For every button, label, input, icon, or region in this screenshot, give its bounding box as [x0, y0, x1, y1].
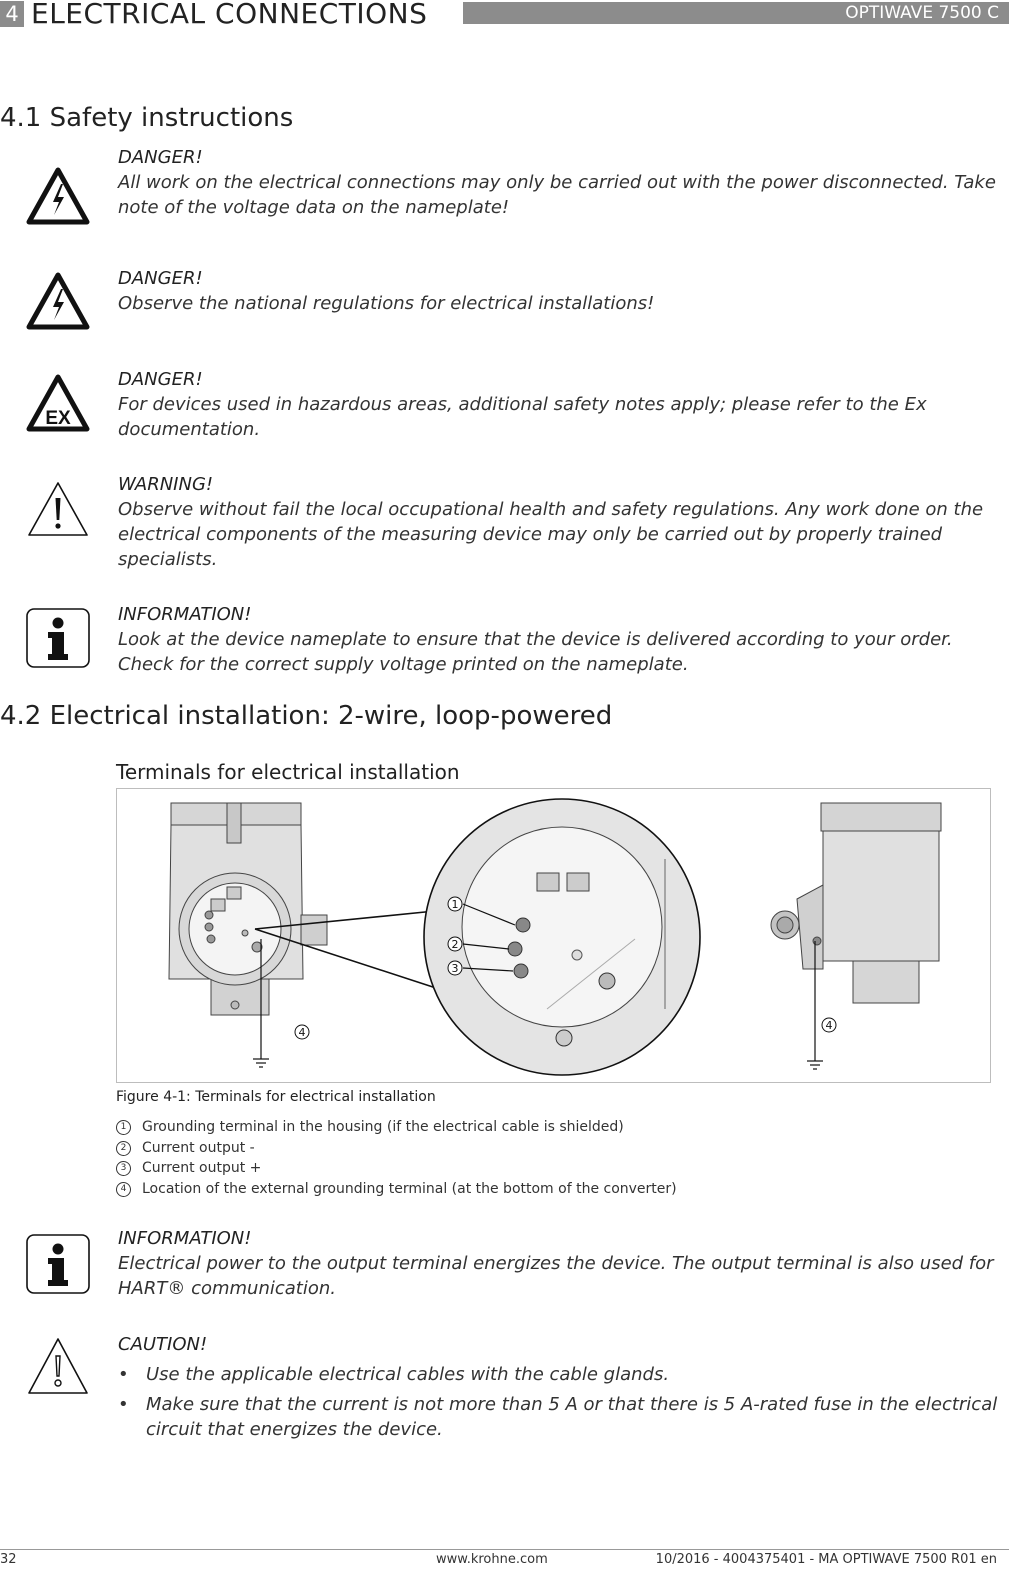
converter-side-view	[771, 803, 941, 1003]
notice-keyword: INFORMATION!	[118, 604, 252, 625]
caution-icon	[26, 1336, 90, 1396]
notice-text: Look at the device nameplate to ensure that the device is delivered according to your order. Check for the correct supply voltage printed on the nameplate.	[118, 629, 953, 675]
notice-keyword: WARNING!	[118, 474, 214, 495]
converter-front-view	[169, 803, 327, 1015]
caution-item	[118, 1392, 998, 1442]
notice-keyword: CAUTION!	[118, 1334, 208, 1355]
electric-hazard-icon	[26, 272, 90, 330]
svg-text:4: 4	[825, 1019, 833, 1032]
info-icon	[26, 1234, 90, 1294]
caution-item-text: Make sure that the current is not more than 5 A or that there is 5 A-rated fuse in the electrical circuit that energizes the device.	[146, 1394, 998, 1440]
notice-keyword: DANGER!	[118, 369, 203, 390]
svg-text:EX: EX	[45, 408, 71, 429]
legend-number: 3	[116, 1161, 131, 1176]
notice-text: Electrical power to the output terminal energizes the device. The output terminal is also used for HART® communication.	[118, 1253, 994, 1299]
svg-text:2: 2	[451, 938, 459, 951]
callout-3	[448, 961, 462, 975]
legend-number: 4	[116, 1182, 131, 1197]
warning-icon	[26, 480, 90, 538]
notice-keyword: DANGER!	[118, 147, 203, 168]
legend-text: Grounding terminal in the housing (if the electrical cable is shielded)	[142, 1119, 624, 1135]
figure-title: Terminals for electrical installation	[116, 760, 460, 784]
page-number: 32	[0, 1552, 17, 1567]
svg-text:1: 1	[451, 898, 459, 911]
section-heading-4-1: 4.1 Safety instructions	[0, 103, 294, 133]
legend-text: Location of the external grounding terminal (at the bottom of the converter)	[142, 1180, 677, 1197]
footer-rule	[0, 1549, 1009, 1550]
footer-doc-ref: 10/2016 - 4004375401 - MA OPTIWAVE 7500 R01 en	[655, 1552, 997, 1567]
callout-4-right	[822, 1018, 836, 1032]
figure-caption: Figure 4-1: Terminals for electrical installation	[116, 1089, 436, 1105]
callout-2	[448, 937, 462, 951]
notice-text: All work on the electrical connections may only be carried out with the power disconnected. Take note of the voltage data on the nameplate!	[118, 172, 996, 218]
chapter-title: ELECTRICAL CONNECTIONS	[31, 0, 428, 30]
caution-item	[118, 1362, 998, 1387]
ex-hazard-icon	[26, 374, 90, 432]
info-icon	[26, 608, 90, 668]
svg-text:4: 4	[298, 1026, 306, 1039]
electric-hazard-icon	[26, 167, 90, 225]
header-bar	[463, 2, 1009, 24]
legend-text: Current output +	[142, 1160, 262, 1176]
caution-item-text: Use the applicable electrical cables with the cable glands.	[146, 1364, 670, 1385]
section-heading-4-2: 4.2 Electrical installation: 2-wire, loop-powered	[0, 701, 613, 731]
footer-website[interactable]: www.krohne.com	[436, 1552, 548, 1567]
chapter-number: 4	[0, 1, 24, 27]
bullet: •	[118, 1394, 129, 1415]
product-name: OPTIWAVE 7500 C	[845, 3, 999, 23]
page-header	[0, 0, 1009, 28]
svg-text:3: 3	[451, 962, 459, 975]
legend-text: Current output -	[142, 1139, 255, 1156]
notice-keyword: DANGER!	[118, 268, 203, 289]
callout-4-left	[295, 1025, 309, 1039]
legend-number: 2	[116, 1141, 131, 1156]
bullet: •	[118, 1364, 129, 1385]
notice-text: Observe the national regulations for electrical installations!	[118, 293, 655, 314]
magnified-terminal-view	[424, 799, 700, 1075]
terminal-figure	[116, 788, 991, 1083]
terminal-drawing	[117, 789, 990, 1082]
callout-1	[448, 897, 462, 911]
notice-text: For devices used in hazardous areas, additional safety notes apply; please refer to the Ex documentation.	[118, 394, 927, 440]
notice-keyword: INFORMATION!	[118, 1228, 252, 1249]
notice-text: Observe without fail the local occupational health and safety regulations. Any work done on the electrical components of the measuring device may only be carried out by properly trained specialists.	[118, 499, 984, 570]
legend-number: 1	[116, 1120, 131, 1135]
